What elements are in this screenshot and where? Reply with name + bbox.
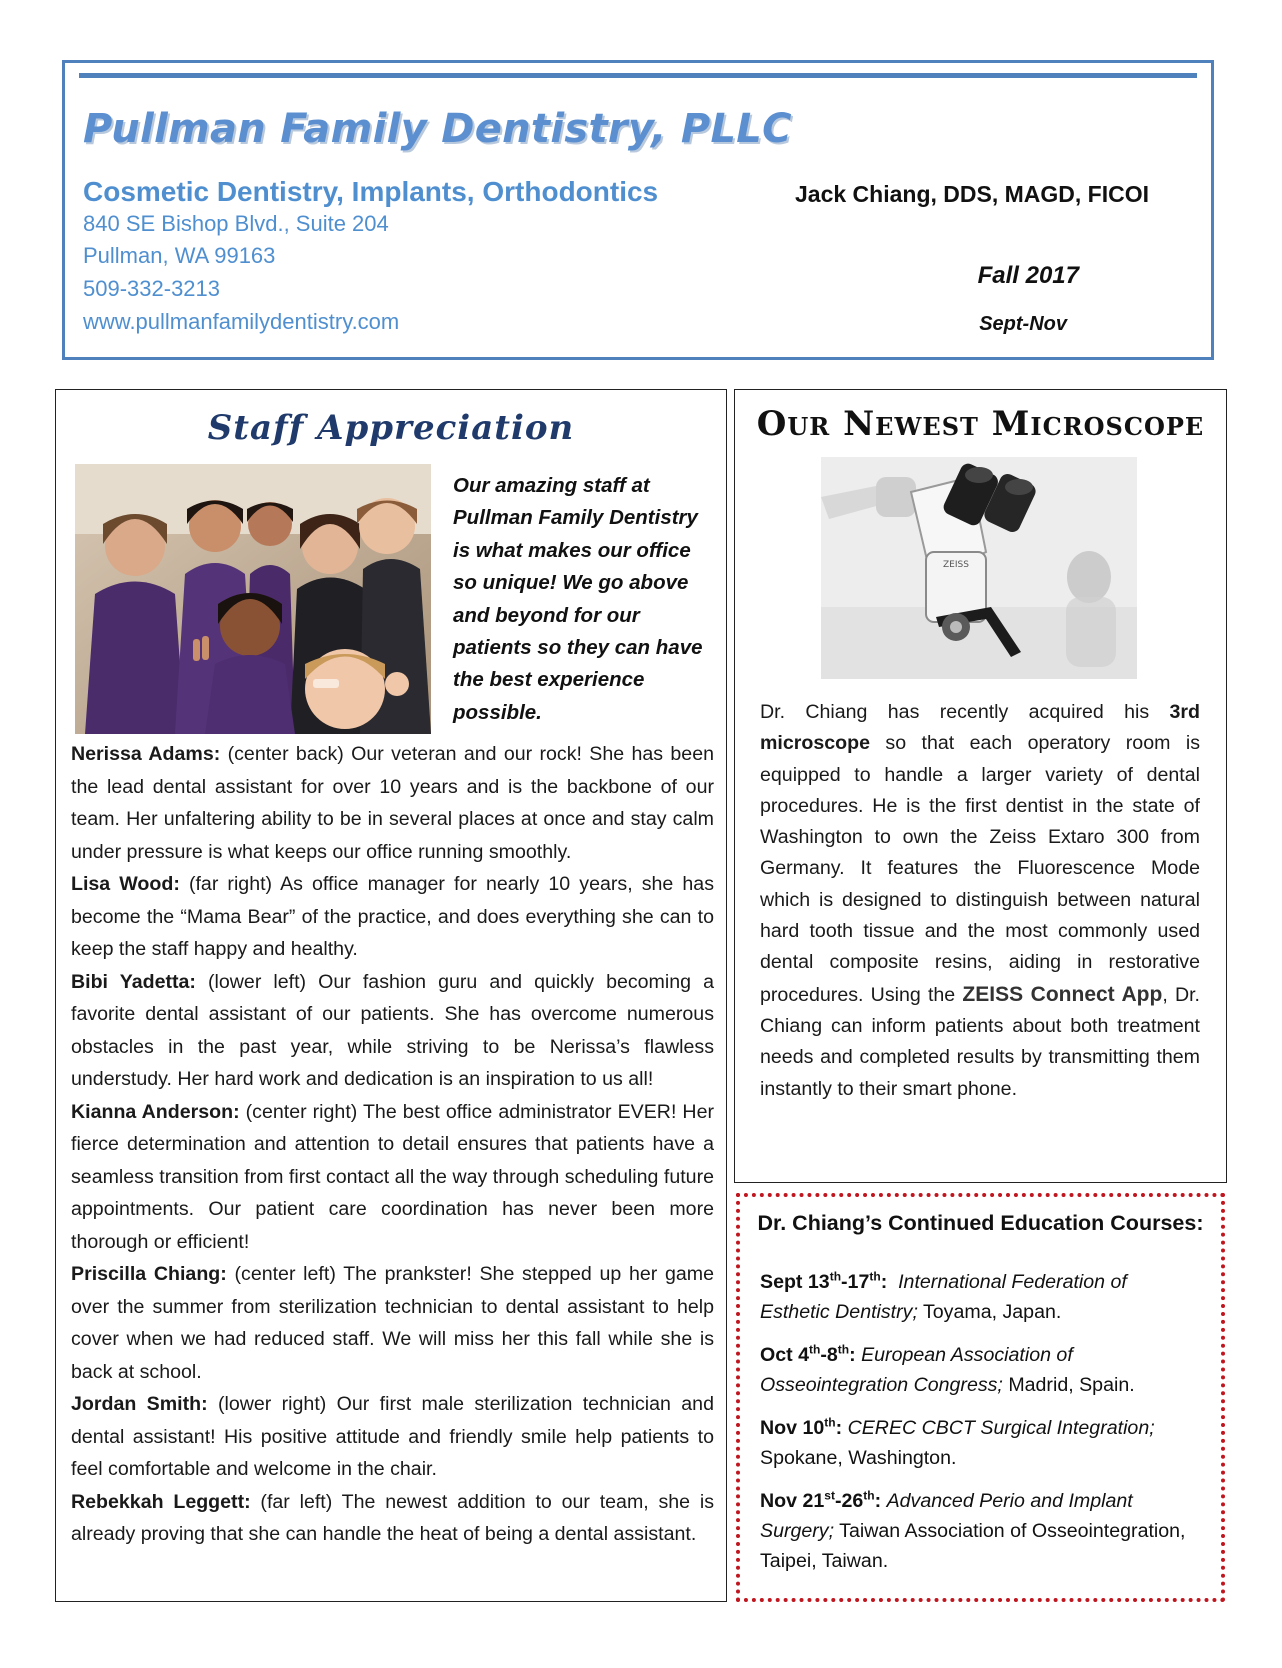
ordinal-suffix: th — [863, 1488, 875, 1503]
course-date-start: Sept 13 — [760, 1271, 830, 1293]
zeiss-app-name: ZEISS Connect App — [962, 982, 1163, 1006]
bio-rebekkah-leggett — [71, 1486, 714, 1551]
course-item — [760, 1267, 1200, 1327]
bio-name: Nerissa Adams: — [71, 743, 221, 765]
course-event: International Federation of Esthetic Dentistry; — [760, 1271, 1127, 1323]
bio-name: Rebekkah Leggett: — [71, 1490, 251, 1513]
microscope-text-part: so that each operatory room is equipped to handle a larger variety of dental procedures. He is the first dentist in the state of Washington to own the Zeiss Extaro 300 from Germany. It features the Fluorescence Mode which is designed to distinguish between natural hard tooth tissue and the most commonly used dental composite resins, aiding in restorative procedures. Using the — [760, 732, 1200, 1006]
course-date-colon: : — [835, 1417, 843, 1439]
course-place: Spokane, Washington. — [760, 1447, 957, 1469]
staff-title: Staff Appreciation — [207, 408, 575, 448]
doctor-name: Jack Chiang, DDS, MAGD, FICOI — [795, 181, 1149, 207]
header-rule — [79, 73, 1197, 78]
bio-text: (far right) As office manager for nearly 10 years, she has become the “Mama Bear” of the practice, and does everything she can to keep the staff happy and healthy. — [71, 873, 714, 960]
phone-number: 509-332-3213 — [83, 276, 221, 301]
course-date-colon: : — [874, 1490, 882, 1512]
bio-nerissa-adams — [71, 738, 714, 868]
microscope-text — [760, 697, 1200, 1105]
course-date-end: -26 — [834, 1490, 864, 1512]
svg-text:ZEISS: ZEISS — [943, 560, 969, 570]
course-date-end: -17 — [841, 1271, 870, 1293]
address-line-1: 840 SE Bishop Blvd., Suite 204 — [83, 211, 389, 236]
bio-kianna-anderson — [71, 1096, 714, 1259]
ordinal-suffix: st — [824, 1488, 835, 1503]
course-place: Madrid, Spain. — [1002, 1374, 1135, 1396]
bio-name: Bibi Yadetta: — [71, 970, 196, 993]
bio-text: (far left) The newest addition to our team, she is already proving that she can handle the heat of being a dental assistant. — [71, 1490, 715, 1545]
practice-name: Pullman Family Dentistry, PLLC — [83, 106, 792, 152]
bio-jordan-smith — [71, 1388, 714, 1486]
bio-name: Kianna Anderson: — [71, 1100, 240, 1123]
website-link[interactable]: www.pullmanfamilydentistry.com — [83, 309, 400, 334]
microscope-highlight: 3rd microscope — [760, 701, 1200, 755]
microscope-title: Our Newest Microscope — [756, 404, 1205, 444]
issue-season: Fall 2017 — [977, 262, 1079, 289]
staff-appreciation-panel — [55, 389, 727, 1602]
ordinal-suffix: th — [869, 1269, 881, 1284]
course-item — [760, 1413, 1200, 1473]
course-date-colon: : — [849, 1344, 856, 1366]
bio-name: Lisa Wood: — [71, 873, 180, 895]
course-item — [760, 1486, 1200, 1576]
course-date-colon: : — [880, 1271, 888, 1293]
course-date — [760, 1344, 856, 1366]
ordinal-suffix: th — [829, 1269, 842, 1284]
courses-title: Dr. Chiang’s Continued Education Courses: — [757, 1211, 1204, 1235]
bio-text: (center left) The prankster! She stepped up her game over the summer from sterilization technician to dental assistant to help cover when we had reduced staff. We will miss her this fall while she is back at school. — [71, 1263, 714, 1383]
ordinal-suffix: th — [809, 1342, 821, 1357]
bio-priscilla-chiang — [71, 1258, 714, 1388]
microscope-panel — [734, 389, 1227, 1183]
course-event: European Association of Osseointegration Congress; — [760, 1344, 1073, 1396]
bio-text: (center right) The best office administrator EVER! Her fierce determination and attention to detail ensures that patients have a seamless transition from first contact all the way through scheduling future appointments. Our patient care coordination has never been more thorough or efficient! — [71, 1100, 715, 1253]
address-line-2: Pullman, WA 99163 — [83, 243, 276, 268]
bio-bibi-yadetta — [71, 966, 714, 1096]
microscope-photo — [821, 457, 1137, 679]
course-date-start: Nov 10 — [760, 1417, 825, 1439]
education-courses-panel — [736, 1193, 1225, 1602]
bio-name: Jordan Smith: — [71, 1393, 208, 1415]
services-line: Cosmetic Dentistry, Implants, Orthodontics — [83, 176, 659, 207]
bio-name: Priscilla Chiang: — [71, 1263, 227, 1285]
ordinal-suffix: th — [837, 1342, 850, 1357]
microscope-text-part: Dr. Chiang has recently acquired his — [760, 701, 1170, 723]
staff-intro: Our amazing staff at Pullman Family Dentistry is what makes our office so unique! We go above and beyond for our patients so they can have the best experience possible. — [453, 474, 703, 724]
course-item — [760, 1340, 1200, 1400]
newsletter-header — [62, 60, 1214, 360]
course-place: Toyama, Japan. — [917, 1301, 1062, 1323]
bio-text: (lower left) Our fashion guru and quickly becoming a favorite dental assistant of our patients. She has overcome numerous obstacles in the past year, while striving to be Nerissa’s flawless understudy. Her hard work and dedication is an inspiration to us all! — [71, 970, 714, 1090]
microscope-text-part: , Dr. Chiang can inform patients about both treatment needs and completed results by transmitting them instantly to their smart phone. — [760, 983, 1200, 1100]
issue-months: Sept-Nov — [979, 313, 1067, 335]
course-event: Advanced Perio and Implant Surgery; — [760, 1490, 1133, 1542]
course-date — [760, 1417, 842, 1439]
bio-text: (lower right) Our first male sterilization technician and dental assistant! His positive attitude and friendly smile help patients to feel comfortable and welcome in the chair. — [71, 1393, 714, 1480]
ordinal-suffix: th — [824, 1415, 836, 1430]
course-place: Taiwan Association of Osseointegration, Taipei, Taiwan. — [760, 1520, 1186, 1572]
course-event: CEREC CBCT Surgical Integration; — [847, 1417, 1155, 1439]
course-date — [760, 1490, 881, 1512]
course-date-start: Oct 4 — [760, 1344, 810, 1366]
course-date-end: -8 — [820, 1344, 838, 1366]
course-date — [760, 1271, 887, 1293]
staff-bios — [71, 738, 714, 1551]
staff-group-photo — [75, 464, 431, 734]
course-date-start: Nov 21 — [760, 1490, 825, 1512]
bio-lisa-wood — [71, 868, 714, 966]
bio-text: (center back) Our veteran and our rock! She has been the lead dental assistant for over 10 years and is the backbone of our team. Her unfaltering ability to be in several places at once and stay calm under pressure is what keeps our office running smoothly. — [71, 743, 714, 863]
